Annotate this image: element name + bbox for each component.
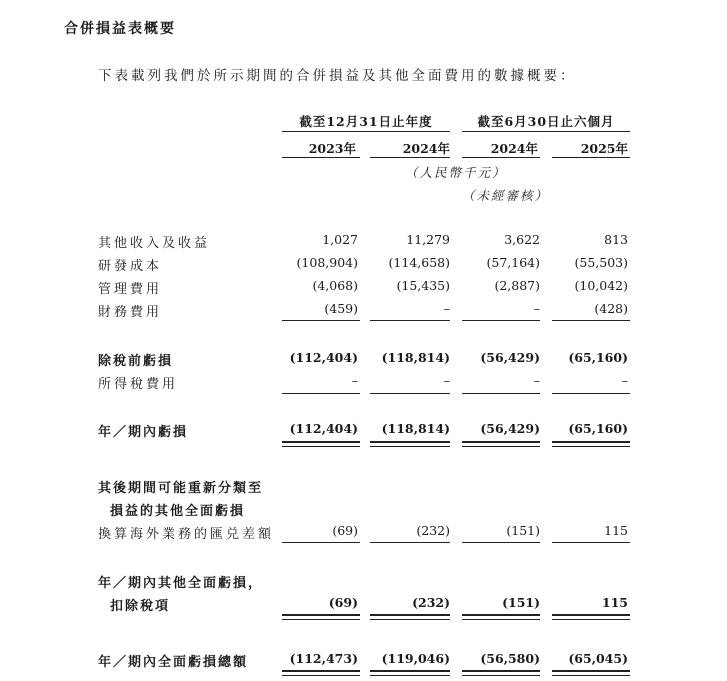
cell-value: 115 — [604, 523, 628, 538]
cell-value: 11,279 — [406, 232, 450, 247]
row-label: 所得稅費用 — [98, 377, 179, 392]
cell-value: (15,435) — [396, 278, 450, 293]
row-label: 換算海外業務的匯兑差額 — [98, 527, 275, 542]
total-rule — [370, 619, 450, 620]
total-rule — [282, 619, 360, 620]
total-rule — [552, 446, 630, 447]
cell-value: (151) — [502, 595, 540, 610]
cell-value: – — [443, 301, 450, 316]
subtotal-rule — [462, 320, 540, 321]
row-label: 年／期內其他全面虧損， — [98, 576, 264, 591]
header-group-rule-1 — [282, 131, 450, 132]
intro-text: 下表載列我們於所示期間的合併損益及其他全面費用的數據概要： — [98, 68, 577, 84]
header-group-six-months: 截至6月30日止六個月 — [477, 114, 615, 129]
row-label: 其他收入及收益 — [98, 236, 211, 251]
cell-value: 115 — [601, 595, 628, 610]
total-rule — [370, 446, 450, 447]
cell-value: (57,164) — [486, 255, 540, 270]
year-header: 2024年 — [402, 141, 450, 156]
row-label: 研發成本 — [98, 259, 163, 274]
cell-value: – — [443, 373, 450, 388]
subtotal-rule — [282, 320, 360, 321]
total-rule — [462, 614, 540, 616]
cell-value: (232) — [412, 595, 450, 610]
row-label: 管理費用 — [98, 282, 163, 297]
cell-value: (459) — [324, 301, 358, 316]
year-header: 2024年 — [490, 141, 538, 156]
cell-value: (56,429) — [480, 421, 540, 436]
cell-value: (65,160) — [568, 350, 628, 365]
total-rule — [462, 441, 540, 443]
subtotal-rule — [462, 393, 540, 394]
cell-value: – — [621, 373, 628, 388]
cell-value: (232) — [416, 523, 450, 538]
cell-value: – — [533, 301, 540, 316]
cell-value: (114,658) — [388, 255, 450, 270]
cell-value: (10,042) — [574, 278, 628, 293]
subtotal-rule — [552, 320, 630, 321]
cell-value: (112,404) — [289, 350, 358, 365]
total-rule — [552, 670, 630, 672]
year-header: 2025年 — [580, 141, 628, 156]
subtotal-rule — [370, 542, 450, 543]
year-rule — [552, 157, 630, 158]
cell-value: (4,068) — [312, 278, 358, 293]
cell-value: (65,045) — [568, 651, 628, 666]
total-rule — [282, 446, 360, 447]
total-rule — [552, 619, 630, 620]
cell-value: – — [351, 373, 358, 388]
total-rule — [282, 675, 360, 676]
subtotal-rule — [282, 542, 360, 543]
row-label: 除稅前虧損 — [98, 354, 174, 369]
total-rule — [552, 675, 630, 676]
cell-value: (118,814) — [381, 421, 450, 436]
total-rule — [370, 441, 450, 443]
row-label: 損益的其他全面虧損 — [110, 504, 246, 519]
cell-value: (112,473) — [289, 651, 358, 666]
row-label: 其後期間可能重新分類至 — [98, 481, 264, 496]
year-header: 2023年 — [308, 141, 356, 156]
cell-value: (108,904) — [296, 255, 358, 270]
unaudited-label: （未經審核） — [462, 188, 550, 203]
total-rule — [282, 670, 360, 672]
total-rule — [462, 675, 540, 676]
row-label: 財務費用 — [98, 305, 163, 320]
unit-label: （人民幣千元） — [405, 165, 507, 180]
total-rule — [462, 619, 540, 620]
cell-value: (112,404) — [289, 421, 358, 436]
total-rule — [370, 670, 450, 672]
total-rule — [370, 675, 450, 676]
total-rule — [462, 446, 540, 447]
total-rule — [462, 670, 540, 672]
total-rule — [282, 614, 360, 616]
year-rule — [282, 157, 360, 158]
total-rule — [282, 441, 360, 443]
cell-value: (65,160) — [568, 421, 628, 436]
cell-value: (56,429) — [480, 350, 540, 365]
cell-value: (119,046) — [381, 651, 450, 666]
subtotal-rule — [370, 393, 450, 394]
year-rule — [370, 157, 450, 158]
cell-value: 813 — [604, 232, 628, 247]
cell-value: (151) — [506, 523, 540, 538]
cell-value: 1,027 — [322, 232, 358, 247]
total-rule — [552, 614, 630, 616]
cell-value: (118,814) — [381, 350, 450, 365]
total-rule — [370, 614, 450, 616]
row-label: 扣除稅項 — [110, 599, 171, 614]
subtotal-rule — [552, 542, 630, 543]
cell-value: (69) — [332, 523, 358, 538]
subtotal-rule — [370, 320, 450, 321]
row-label: 年／期內全面虧損總額 — [98, 655, 249, 670]
header-group-rule-2 — [462, 131, 630, 132]
cell-value: – — [533, 373, 540, 388]
cell-value: (428) — [594, 301, 628, 316]
header-group-years: 截至12月31日止年度 — [299, 114, 433, 129]
subtotal-rule — [552, 393, 630, 394]
row-label: 年／期內虧損 — [98, 425, 189, 440]
total-rule — [552, 441, 630, 443]
cell-value: (2,887) — [494, 278, 540, 293]
cell-value: (69) — [328, 595, 358, 610]
cell-value: (56,580) — [480, 651, 540, 666]
section-title: 合併損益表概要 — [64, 21, 176, 37]
cell-value: (55,503) — [574, 255, 628, 270]
cell-value: 3,622 — [504, 232, 540, 247]
subtotal-rule — [282, 393, 360, 394]
year-rule — [462, 157, 540, 158]
subtotal-rule — [462, 542, 540, 543]
